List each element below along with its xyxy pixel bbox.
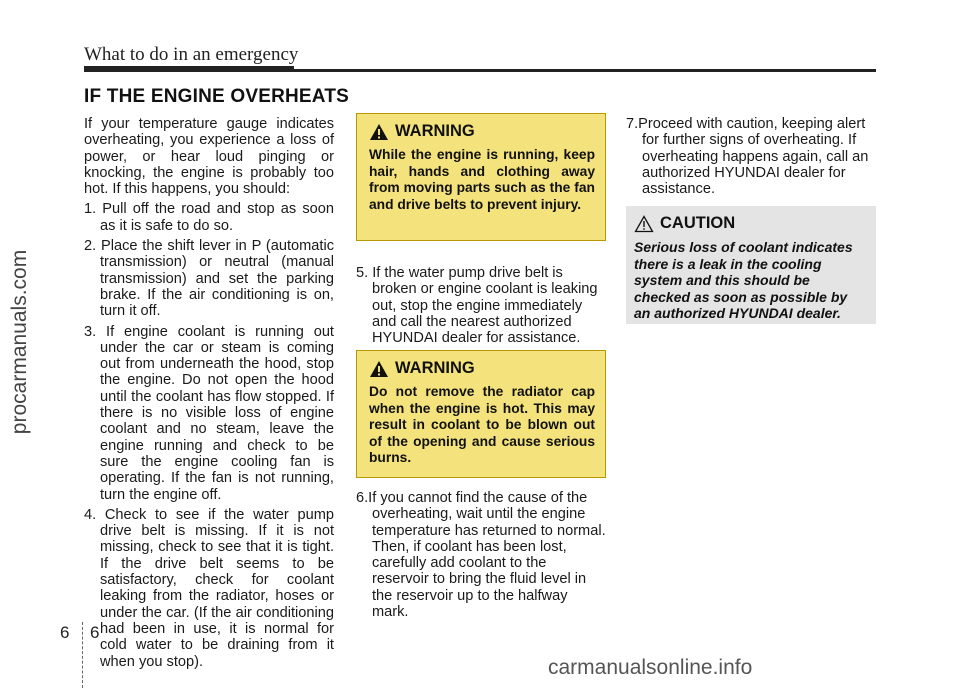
- step-2: 2. Place the shift lever in P (automatic transmission) or neutral (manual transmission) and set the parking brake. If the air conditioning is on, turn it off.: [84, 238, 334, 320]
- watermark-bottom: carmanualsonline.info: [548, 656, 753, 679]
- warning-box-fan: [356, 113, 606, 241]
- watermark-left: procarmanuals.com: [8, 249, 31, 435]
- header-rule: [84, 69, 876, 72]
- page-number-divider: [82, 622, 83, 688]
- step-3: 3. If engine coolant is running out under the car or steam is coming out from underneath the hood, stop the engine. Do not open the hood until the coolant has flow stopped. If there is no visible loss of engine coolant and no steam, leave the engine running and check to be sure the engine cooling fan is operating. If the fan is not running, turn the engine off.: [84, 323, 334, 503]
- column-3: [626, 116, 876, 197]
- warning-icon: [369, 360, 389, 378]
- intro-paragraph: If your temperature gauge indicates overheating, you experience a loss of power, or hear loud pinging or knocking, the engine is probably too hot. If this happens, you should:: [84, 116, 334, 198]
- page-number: 6: [90, 623, 100, 642]
- warning-text: Do not remove the radiator cap when the engine is hot. This may result in coolant to be blown out of the opening and cause serious burns.: [369, 384, 595, 465]
- step-5: 5. If the water pump drive belt is broken or engine coolant is leaking out, stop the engine immediately and call the nearest authorized HYUNDAI dealer for assistance.: [356, 265, 598, 347]
- caution-header: [634, 214, 866, 233]
- caution-text: Serious loss of coolant indicates there is a leak in the cooling system and this should be checked as soon as possible by an authorized HYUNDAI dealer.: [634, 239, 853, 321]
- section-title: IF THE ENGINE OVERHEATS: [84, 86, 349, 107]
- column-1: [84, 116, 334, 670]
- column-2-bottom: [356, 490, 606, 620]
- caution-title: CAUTION: [660, 214, 736, 232]
- caution-box: [626, 206, 876, 324]
- step-6: 6.If you cannot find the cause of the overheating, wait until the engine temperature has returned to normal. Then, if coolant has been lost, carefully add coolant to the reservoir to bring the fluid level in the reservoir up to the halfway mark.: [356, 490, 606, 621]
- step-7: 7.Proceed with caution, keeping alert for further signs of overheating. If overheating happens again, call an authorized HYUNDAI dealer for assistance.: [626, 116, 869, 198]
- column-2-top: [356, 265, 606, 346]
- caution-icon: [634, 215, 654, 233]
- warning-icon: [369, 123, 389, 141]
- warning-title: WARNING: [395, 122, 475, 140]
- chapter-title: What to do in an emergency: [84, 44, 299, 65]
- warning-title: WARNING: [395, 359, 475, 377]
- warning-header: [369, 122, 595, 141]
- step-4: 4. Check to see if the water pump drive belt is missing. If it is not missing, check to see that it is tight. If the drive belt seems to be satisfactory, check for coolant leaking from the radiator, hoses or under the car. (If the air conditioning had been in use, it is normal for cold water to be draining from it when you stop).: [84, 506, 334, 670]
- chapter-number: 6: [60, 623, 70, 642]
- warning-header: [369, 359, 595, 378]
- step-1: 1. Pull off the road and stop as soon as it is safe to do so.: [84, 201, 334, 234]
- warning-text: While the engine is running, keep hair, hands and clothing away from moving parts such as the fan and drive belts to prevent injury.: [369, 147, 595, 212]
- warning-box-radiator-cap: [356, 350, 606, 478]
